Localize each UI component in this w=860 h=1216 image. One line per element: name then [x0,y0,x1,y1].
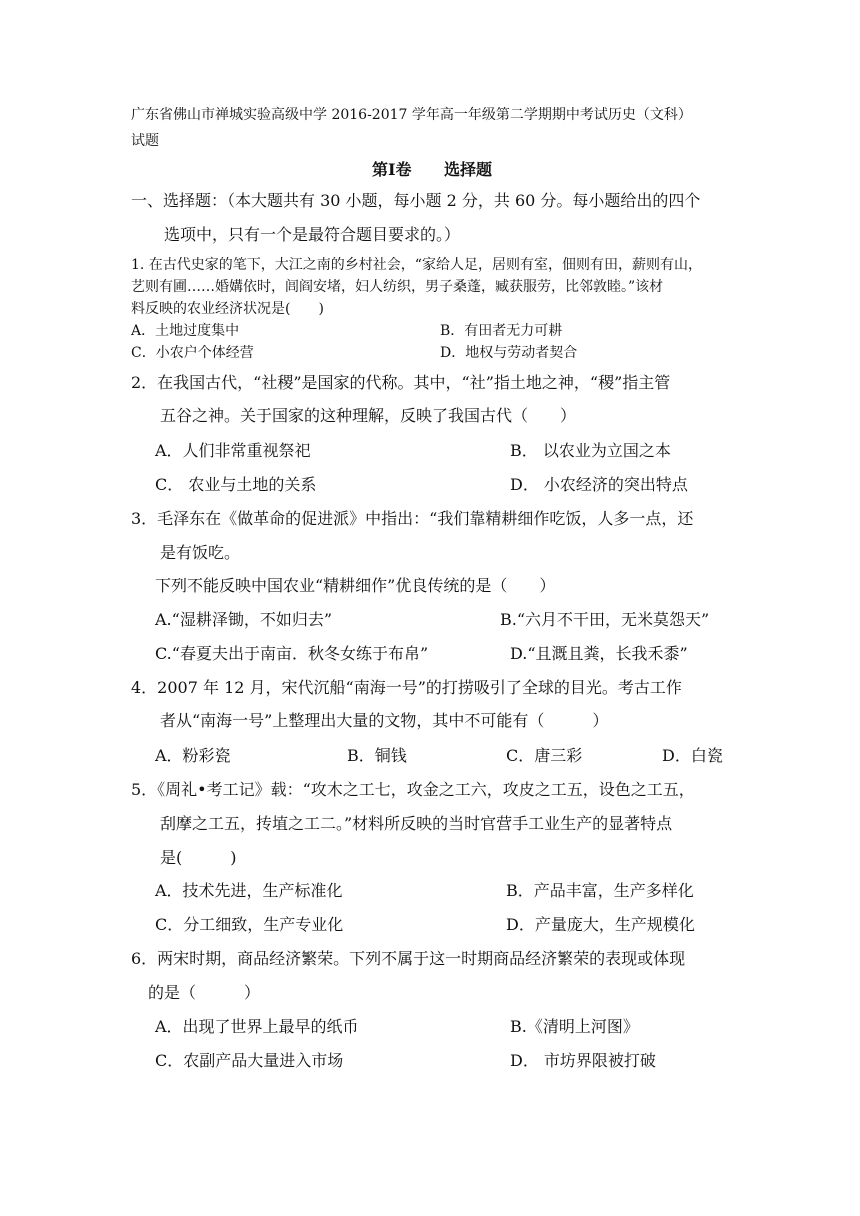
q1-option-a: A．土地过度集中 [131,323,240,339]
q6-option-c: C．农副产品大量进入市场 [155,1051,344,1070]
q1-option-c: C．小农户个体经营 [131,345,254,361]
q3-stem-line2: 是有饭吃。 [160,543,241,562]
q1-stem-line2: 艺则有圃……婚媾依时，闾阎安堵，妇人纺织，男子桑蓬，臧获服劳，比邻敦睦。”该材 [131,279,664,295]
q3-option-d: D.“且溉且粪，长我禾黍” [510,644,688,663]
q5-stem-line2: 刮摩之工五，抟埴之工二。”材料所反映的当时官营手工业生产的显著特点 [160,814,673,833]
instructions-line1: 一、选择题：（本大题共有 30 小题，每小题 2 分，共 60 分。每小题给出的四个 [131,191,701,210]
q3-option-c: C.“春夏夫出于南亩．秋冬女练于布帛” [155,644,429,663]
q6-option-b: B.《清明上河图》 [510,1017,639,1036]
q5-option-a: A．技术先进，生产标准化 [155,881,343,900]
q4-stem-line2: 者从“南海一号”上整理出大量的文物，其中不可能有（ ） [160,711,609,730]
q1-stem-line3: 料反映的农业经济状况是( ) [131,301,324,317]
q3-stem-line1: 3．毛泽东在《做革命的促进派》中指出：“我们靠精耕细作吃饭，人多一点，还 [131,509,694,528]
q2-option-b: B． 以农业为立国之本 [510,441,671,460]
q4-option-c: C．唐三彩 [506,746,583,765]
q5-option-c: C．分工细致，生产专业化 [155,915,344,934]
q4-option-a: A．粉彩瓷 [155,746,231,765]
q1-option-d: D．地权与劳动者契合 [440,345,578,361]
exam-title-line1: 广东省佛山市禅城实验高级中学 2016-2017 学年高一年级第二学期期中考试历史（文科） [131,107,692,123]
q6-stem-line2: 的是（ ） [148,983,261,1002]
q2-option-c: C． 农业与土地的关系 [155,475,317,494]
q6-option-d: D． 市坊界限被打破 [510,1051,656,1070]
q4-option-b: B．铜钱 [347,746,407,765]
instructions-line2: 选项中，只有一个是最符合题目要求的。） [164,225,461,244]
q5-option-b: B．产品丰富，生产多样化 [506,881,694,900]
volume-label: 第Ⅰ卷 [372,160,412,179]
q5-option-d: D．产量庞大，生产规模化 [506,915,695,934]
q2-option-a: A．人们非常重视祭祀 [155,441,311,460]
exam-title-line2: 试题 [131,133,159,149]
q2-option-d: D． 小农经济的突出特点 [510,475,688,494]
q3-option-b: B.“六月不干田，无米莫怨天” [500,610,710,629]
q2-stem-line1: 2．在我国古代，“社稷”是国家的代称。其中，“社”指土地之神，“稷”指主管 [131,373,671,392]
q3-option-a: A.“湿耕泽锄，不如归去” [155,610,333,629]
q4-option-d: D．白瓷 [662,746,723,765]
q6-option-a: A．出现了世界上最早的纸币 [155,1017,359,1036]
q1-option-b: B．有田者无力可耕 [440,323,563,339]
section-label: 选择题 [444,160,493,179]
q1-stem-line1: 1. 在古代史家的笔下，大江之南的乡村社会，“家给人足，居则有室，佃则有田，薪则有山， [131,257,702,273]
q4-stem-line1: 4．2007 年 12 月，宋代沉船“南海一号”的打捞吸引了全球的目光。考古工作 [131,678,682,697]
q3-stem-line3: 下列不能反映中国农业“精耕细作”优良传统的是（ ） [155,576,556,595]
q6-stem-line1: 6．两宋时期，商品经济繁荣。下列不属于这一时期商品经济繁荣的表现或体现 [131,949,686,968]
q5-stem-line1: 5．《周礼•考工记》载：“攻木之工七，攻金之工六，攻皮之工五，设色之工五， [131,780,695,799]
q5-stem-line3: 是( ) [160,848,237,867]
q2-stem-line2: 五谷之神。关于国家的这种理解，反映了我国古代（ ） [160,406,577,425]
